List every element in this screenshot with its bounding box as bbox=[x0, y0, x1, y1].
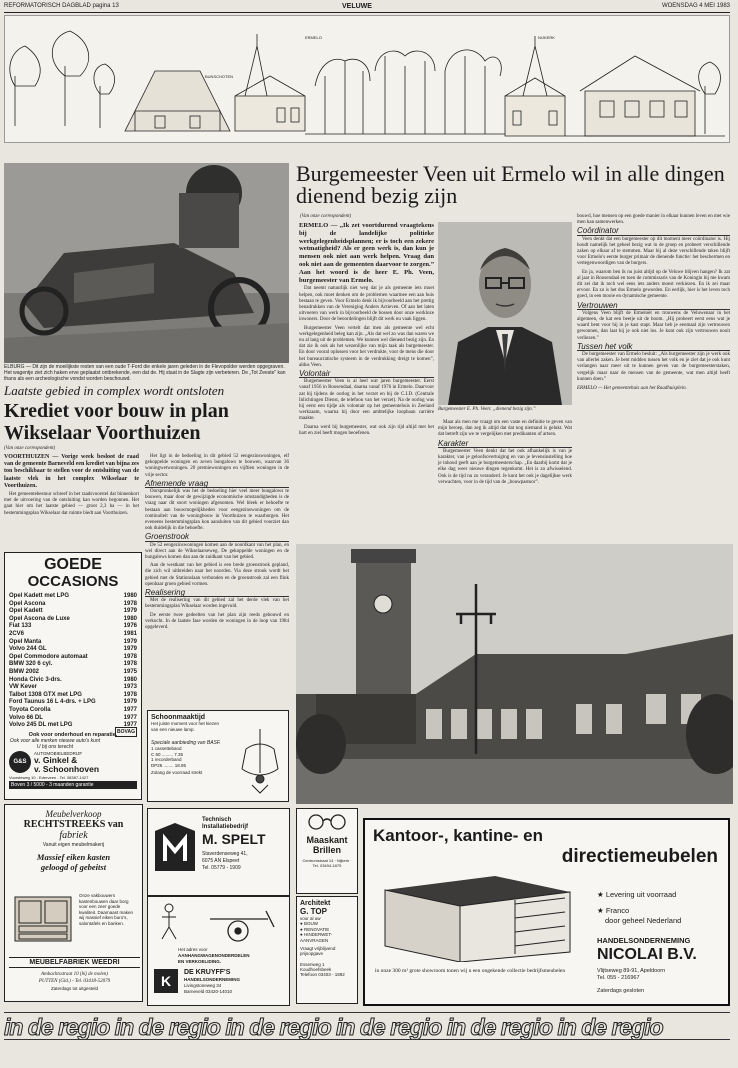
spelt-logo-icon bbox=[153, 821, 197, 873]
company-type: AUTOMOBIELBEDRIJF bbox=[34, 750, 83, 756]
footer-band bbox=[4, 1012, 730, 1040]
furniture-bullet-1 bbox=[597, 890, 676, 899]
occasion-year: 1979 bbox=[123, 646, 137, 653]
occasion-year: 1977 bbox=[123, 722, 137, 729]
meubel-hours: Zaterdags tot uitgesteld bbox=[50, 986, 99, 991]
occasion-year: 1977 bbox=[123, 706, 137, 713]
furniture-bullet-1-text: Levering uit voorraad bbox=[605, 890, 677, 899]
main-p4: Daarna werd hij burgemeester, wat ook zijn tijd altijd met het hart en ziel heeft mogen beoefenen. bbox=[299, 424, 434, 436]
left-col2-p2: Oorspronkelijk was het de bedoeling hier veel meer bungalows te bouwen, maar door de gewijzigde economische omstandigheden is de vraag naar dit soort woningen afgenomen. Wel bleek er behoefte te bestaan aan bouwmogelijkheden voor eengezinswoningen om de continuïteit van de woningbouw in Voorthuizen te waarborgen. Het eveneens bestemmingsplan kon aansluiten van dit gebied voorziet dan ook duidelijk in die behoefte. bbox=[145, 489, 289, 532]
company-address: Voorsteweg 10 - Ederveen - Tel. 08387-1427 bbox=[9, 774, 89, 780]
architekt-service: ● RENOVATIE bbox=[300, 926, 330, 932]
left-sub-afnemende: Afnemende vraag bbox=[145, 481, 289, 488]
main-lead: ERMELO — „Ik zet voortdurend vraagtekens bij de landelijke politieke werkgelegenheidsplannen; er is toch een zekere wetmatigheid? Als er geen werk is, dan kun je mensen ook niet aan werk helpen. Vraag dan ook niet aan de gemeenten daarvoor te zorgen.” Aan het woord is de heer E. Ph. Veen, burgemeester van Ermelo. bbox=[299, 222, 434, 284]
main-col4-p2: En ja, waarom ben ik nu juist altijd op de Veluwe blijven hangen? Ik zat al jaar in Roosendaal en toen de commissaris van de Koningin bij me kwam dit zei dat ik toch wel eens iets anders moest verkiezen. En ik zei maar ervoor. En zo is het dus Ermelo geworden. En eerlijk, hier is het leven toch goed, in een mooie en dynamische gemeente. bbox=[577, 269, 730, 300]
occasions-footer-1: Ook voor onderhoud en reparatie. bbox=[28, 731, 118, 738]
company-name-1: v. Ginkel & bbox=[34, 754, 78, 765]
schoonmaak-title: Schoonmaaktijd bbox=[151, 714, 206, 721]
occasion-name: BMW 2002 bbox=[9, 668, 40, 675]
occasion-year: 1977 bbox=[123, 714, 137, 721]
main-article-col1 bbox=[299, 222, 434, 439]
occasion-row bbox=[9, 707, 137, 715]
meubel-brand: MEUBELFABRIEK WEEDRI bbox=[9, 957, 140, 968]
occasion-name: Volvo 245 DL met LPG bbox=[9, 722, 73, 729]
meubel-city: PUTTEN (Gld.) - Tel. 03418-52079 bbox=[38, 979, 111, 984]
occasion-row bbox=[9, 616, 137, 624]
left-sub-groenstrook: Groenstrook bbox=[145, 534, 289, 541]
occasion-row bbox=[9, 593, 137, 601]
occasion-row bbox=[9, 677, 137, 685]
occasion-row bbox=[9, 623, 137, 631]
occasion-row bbox=[9, 631, 137, 639]
office-desk-icon bbox=[375, 870, 575, 962]
main-col4-p3: Volgens Veen blijft de Ermeloër en trouwens de Veluwenaar in het algemeen, de kat een beetje uit de boom. „Hij probeert eerst eens wat je waard bent voor hij in je kast stapt. Maar heb je eenmaal zijn vertrouwen gewonnen, dan laat hij je ook niet los. Je kunt ook zijn vertrouwen nooit verliezen.” bbox=[577, 310, 730, 341]
occasion-row bbox=[9, 669, 137, 677]
occasion-year: 1979 bbox=[123, 699, 137, 706]
main-sub-coordinator: Coördinator bbox=[577, 228, 730, 235]
occasion-name: Ford Taunus 16 L 4-drs. + LPG bbox=[9, 699, 96, 706]
occasion-row bbox=[9, 601, 137, 609]
village-sketch-banner bbox=[4, 15, 730, 143]
schoonmaak-footer: Zolang de voorraad strekt bbox=[151, 770, 203, 775]
left-byline: (Van onze correspondent) bbox=[4, 446, 56, 451]
left-headline: Krediet voor bouw in plan Wikselaar Voorthuizen bbox=[4, 400, 229, 444]
architekt-services bbox=[300, 921, 354, 943]
occasion-row bbox=[9, 661, 137, 669]
occasion-row bbox=[9, 715, 137, 723]
main-p2: Burgemeester Veen vertelt dat men als gemeente wel echt werkgelegenheid beleg kan zijn. „Als dat wel zo was dan waren we nu al lang uit de problemen. We kunnen wel dienend bezig zijn. En dat zie ik ook als het wezenlijke van mijn taak als burgemeester. En door vooral oplossen voor het verdrukte, voor de mens die door het bureaucratische systeem in de verdrukking dreigt te komen”, aldus Veen. bbox=[299, 325, 434, 368]
occasions-list bbox=[9, 593, 137, 730]
left-kicker: Laatste gebied in complex wordt ontsloten bbox=[4, 383, 225, 398]
main-article-col3 bbox=[438, 420, 572, 488]
meubel-text: Onze vakbouwers kastenbouwen daar borg voor een zeer goede kwaliteit. Daarnaast maken wij massief eiken buro's, salontafels en banken. bbox=[79, 893, 134, 926]
left-lead-place: VOORTHUIZEN bbox=[4, 454, 50, 460]
occasion-year: 1976 bbox=[123, 623, 137, 630]
occasion-name: Fiat 133 bbox=[9, 623, 32, 630]
left-col2-p3: De 52 eengezinswoningen komen aan de noordkant van het plan, en wel direct aan de Wikselaarseweg. De gekoppelde woningen en de bungalows komen dan aan de zuidkant van het gebied. bbox=[145, 542, 289, 561]
occasion-year: 1975 bbox=[123, 668, 137, 675]
town-hall-image bbox=[296, 544, 733, 804]
occasion-name: Opel Kadett bbox=[9, 608, 43, 615]
architekt-ad bbox=[296, 896, 358, 1004]
occasion-year: 1981 bbox=[123, 630, 137, 637]
occasion-row bbox=[9, 646, 137, 654]
company-name-2: v. Schoonhoven bbox=[34, 763, 100, 774]
meubel-title-3: fabriek bbox=[59, 830, 88, 841]
maaskant-name-1: Maaskant bbox=[306, 835, 348, 845]
furniture-showroom: in onze 300 m² grote showroom tonen wij u een ongekende collectie bedrijfsmeubelen bbox=[375, 968, 566, 974]
meubel-title-1: Meubelverkoop bbox=[45, 809, 102, 819]
main-sub-karakter: Karakter bbox=[438, 441, 572, 448]
occasion-row bbox=[9, 692, 137, 700]
occasion-year: 1973 bbox=[123, 684, 137, 691]
meubel-subtitle: Vanuit eigen meubelmakerij bbox=[42, 842, 105, 848]
furniture-bullet-2a-text: Franco bbox=[605, 906, 630, 915]
occasion-name: Opel Commodore automaat bbox=[9, 653, 88, 660]
kruyff-name: DE KRUYFF'S bbox=[184, 969, 231, 976]
spelt-address-1: Staverdenseweg 41, bbox=[202, 851, 248, 857]
star-icon: ★ bbox=[597, 906, 604, 915]
occasion-year: 1979 bbox=[123, 608, 137, 615]
occasions-title-2: OCCASIONS bbox=[27, 573, 119, 590]
spelt-ad bbox=[147, 808, 290, 896]
mayor-portrait-image bbox=[438, 222, 572, 405]
occasion-name: Opel Kadett met LPG bbox=[9, 593, 70, 599]
trailer-axle-icon bbox=[208, 901, 278, 945]
occasion-year: 1978 bbox=[123, 691, 137, 698]
main-col4-p4: De burgemeester van Ermelo besluit: „Als burgemeester zijn je werk ook van allerlei zaken. Je bent midden tussen het volk en je ziet dat je ook kunt verlangen naar meer uit te kunnen geven van de burgemeesterstaken, vergelijk maar naar de mensen van de gemeente, wat men altijd heeft kunnen doen.” bbox=[577, 352, 730, 382]
guarantee-banner: Boven 3 / 5000 - 3 maanden garantie bbox=[9, 781, 137, 789]
schoonmaak-item: 1 cassetteband bbox=[151, 746, 182, 751]
cabinet-icon bbox=[13, 893, 73, 945]
left-col2-p1: Het ligt in de bedoeling in dit gebied 52 eengezinswoningen, elf gekoppelde woningen en zeven bungalows te bouwen, waarvan 36 woningwetwoningen. 20 premiewoningen en vijftien woningen in de vrije sector. bbox=[145, 454, 289, 478]
left-col2-p6: De eerste twee gedeelten van het plan zijn reeds gebouwd en verkocht. In de laatste fase worden de woningen in de loop van 1984 opgeleverd. bbox=[145, 612, 289, 631]
kruyff-address: Livingstoneweg 34 bbox=[184, 983, 222, 988]
occasion-year: 1978 bbox=[123, 600, 137, 607]
t-ford-wreck-image bbox=[4, 163, 289, 363]
kruyff-subtitle: HANDELSONDERNEMING bbox=[184, 977, 241, 982]
furniture-hours: Zaterdags gesloten bbox=[597, 988, 645, 994]
maaskant-address: Centrumstraat 14 · Nijkerk · Tel. 03494-1875 bbox=[302, 858, 352, 868]
sign-ermelo: ERMELO bbox=[305, 35, 322, 40]
furniture-ad bbox=[363, 818, 730, 1006]
occasion-name: 2CV6 bbox=[9, 630, 25, 637]
kruyff-line-3: EN VERKOELIDING. bbox=[178, 959, 222, 964]
furniture-company-2: NICOLAI B.V. bbox=[597, 946, 697, 963]
meubel-promo-2: geloogd of gebeitst bbox=[40, 862, 107, 872]
schoonmaak-item: 1 recorderband bbox=[151, 757, 182, 762]
left-article-col2 bbox=[145, 454, 289, 633]
spelt-name: M. SPELT bbox=[202, 831, 266, 847]
occasion-name: VW Kever bbox=[9, 684, 38, 691]
meubel-address: Ambachtsstraat 10 (bij de molen) bbox=[41, 972, 108, 977]
furniture-title-1: Kantoor-, kantine- en bbox=[373, 826, 544, 845]
mayor-photo-caption: Burgemeester E. Ph. Veen: „dienend bezig zijn.” bbox=[438, 407, 536, 412]
newspaper-name: REFORMATORISCH DAGBLAD pagina 13 bbox=[4, 3, 119, 9]
occasion-name: Opel Manta bbox=[9, 638, 42, 645]
architekt-address: Essenweg 1 Koudhoefsbeek bbox=[300, 962, 332, 972]
kruyff-logo-icon: K bbox=[154, 969, 178, 993]
main-sub-volontair: Volontair bbox=[299, 371, 434, 378]
occasion-year: 1980 bbox=[123, 593, 137, 599]
occasion-name: Honda Civic 3-drs. bbox=[9, 676, 62, 683]
left-lead-text: — Vorige week besloot de raad van de gemeente Barneveld een krediet van bijna zes ton beschikbaar te stellen voor de ontsluiting van de laatste vlek in het complex Wikselaar te Voorthuizen. bbox=[4, 454, 139, 489]
t-ford-caption: ELBURG — Dit zijn de moeilijkste resten van een oude T-Ford die enkele jaren geleden in de Flevopolder werden opgegraven. Het wagentje ziet zich haken erve geplaatst ontbrekende, een dat de. Hij staat in de Slagte zijn verbeteren. De „Tot Zeeste” kan thans als een archeologische vondst worden beschouwd. bbox=[4, 364, 286, 382]
maaskant-ad bbox=[296, 808, 358, 894]
furniture-phone: Tel. 055 - 216967 bbox=[597, 975, 640, 981]
left-col2-p4: Aan de westkant van het gebied is een brede groenstrook gepland, die zich wil uitbreiden naar het noorden. Via deze strook wordt het gebied met de Stationslaan verbonden en de groenstrook zal een flink openbaar groen gebied vormen. bbox=[145, 563, 289, 587]
occasion-year: 1980 bbox=[123, 676, 137, 683]
meubel-title-2: RECHTSTREEKS van bbox=[23, 819, 124, 830]
occasion-row bbox=[9, 608, 137, 616]
occasion-year: 1978 bbox=[123, 653, 137, 660]
occasion-row bbox=[9, 654, 137, 662]
main-sub-vertrouwen: Vertrouwen bbox=[577, 303, 730, 310]
spelt-tag-1: Technisch bbox=[202, 817, 232, 823]
left-para2: Het gemeentebestuur schreef in het raadsvoorstel dat binnenkort met de uitvoering van de ontsluiting kan worden begonnen. Het gaat hier om het laatste gebied — groot 2,3 ha — in het bestemmingsplan Wikselaar dat ruimte biedt aan Voorthuizen. bbox=[4, 492, 139, 516]
occasion-row bbox=[9, 684, 137, 692]
occasion-row bbox=[9, 639, 137, 647]
occasion-name: Opel Ascona de Luxe bbox=[9, 615, 70, 622]
main-sub-tussen-het-volk: Tussen het volk bbox=[577, 344, 730, 351]
architekt-sub: voor al uw bbox=[300, 916, 321, 921]
spelt-tag-2: Installatiebedrijf bbox=[202, 824, 249, 830]
issue-date: WOENSDAG 4 MEI 1983 bbox=[661, 3, 730, 9]
maaskant-name-2: Brillen bbox=[312, 845, 341, 855]
architekt-note: Vraagt vrijblijvend prijsopgave bbox=[300, 946, 336, 956]
left-article-col1 bbox=[4, 454, 139, 519]
meubel-ad bbox=[4, 804, 143, 1002]
furniture-bullet-2b: door geheel Nederland bbox=[605, 916, 682, 925]
architekt-service: ● BOUW bbox=[300, 921, 318, 926]
town-hall-photo bbox=[296, 544, 733, 804]
schoonmaak-sub: Speciale aanbieding van BASF. bbox=[151, 740, 221, 746]
kruyff-ad bbox=[147, 896, 290, 1006]
occasion-name: Volvo 244 GL bbox=[9, 646, 47, 653]
occasions-title-1: GOEDE bbox=[44, 556, 102, 573]
schoonmaak-text: Het juiste moment voor het kiezen van een nieuwe lamp. bbox=[151, 721, 220, 732]
furniture-bullet-2 bbox=[597, 906, 629, 915]
header-rule bbox=[4, 12, 730, 13]
occasion-year: 1980 bbox=[123, 615, 137, 622]
left-col2-p5: Met de realisering van dit gebied zal het derde vlek van het bestemmingsplan Wikselaar worden ingevuld. bbox=[145, 598, 289, 610]
main-headline: Burgemeester Veen uit Ermelo wil in alle dingen dienend bezig zijn bbox=[296, 161, 725, 208]
kruyff-city: Barneveld 03420-14010 bbox=[184, 989, 233, 994]
occasions-ad bbox=[4, 552, 142, 800]
kruyff-line-2: AANHANGWAGENONDERDELEN bbox=[178, 953, 250, 958]
main-article-col4 bbox=[577, 214, 730, 394]
mayor-portrait-photo bbox=[438, 222, 572, 405]
schoonmaak-item: C 60 ......... 7.35 bbox=[151, 751, 184, 757]
occasion-name: Toyota Corolla bbox=[9, 706, 51, 713]
occasion-name: Volvo 66 DL bbox=[9, 714, 43, 721]
main-col4-p0: bouwd, hoe mensen op een goede manier in elkaar kunnen leven en met wie men kan samenwerken. bbox=[577, 214, 730, 226]
sign-nijkerk: NIJKERK bbox=[538, 35, 555, 40]
schoonmaak-items bbox=[151, 746, 226, 768]
occasion-year: 1979 bbox=[123, 638, 137, 645]
mechanic-figure-icon bbox=[154, 903, 184, 941]
kruyff-line-1: Het adres voor bbox=[178, 947, 208, 952]
occasion-name: Talbot 1308 GTX met LPG bbox=[9, 691, 82, 698]
architekt-phone: Telefoon 03403 - 1892 bbox=[300, 972, 345, 977]
hanging-lamp-icon bbox=[238, 729, 282, 795]
furniture-title-2: directiemeubelen bbox=[561, 846, 718, 867]
main-col3-p2: Burgemeester Veen denkt dat het ook afhankelijk is van je karakter, van je geloofsovertuiging en van je levensinstelling hoe je inhoud geeft aan je burgemeesterschap. „En daarbij komt dat je elke dag weer nieuwe dingen tegenkomt. Het is zo afwisselend. Ook is de tijd nu zo veranderd. Je kunt het ook je dagelijkse werk verwachten, voor in de tijd van de „bouwpastoor”. bbox=[438, 448, 572, 485]
occasion-name: BMW 320 6 cyl. bbox=[9, 661, 53, 668]
main-col4-p1: Veen denkt dat een burgemeester op dit moment meer coördinator is. Hij houdt namelijk het geheel bezig wat in de groep en probeert verschillende zaken op elkaar af te stemmen. Maar hij al deze verschillende taken blijft voor Ermelo's eerste burger primair de dienende functie: het beschermen en vertegenwoordigen van de burgers. bbox=[577, 236, 730, 267]
left-sub-realisering: Realisering bbox=[145, 590, 289, 597]
meubel-promo-1: Massief eiken kasten bbox=[36, 852, 111, 862]
schoonmaak-ad bbox=[147, 710, 289, 802]
main-p3: Burgemeester Veen is al heel wat jaren burgemeester. Eerst vanaf 1956 in Roosendaal, daarna vanaf 1976 in Ermelo. Daarvoor zat hij tijdens de oorlog in het verzet en bij de C.I.D. (Centrale Inlichtingen Dienst, de telefoon van het verzet). Na de oorlog was hij eerst een tijdje als volontair op het gemeentehuis in Zeeland werkzaam, waarna hij door een ambtelijke loopbaan carrière maakte. bbox=[299, 379, 434, 422]
occasion-name: Opel Ascona bbox=[9, 600, 46, 607]
occasions-footer-2: Ook voor alle merken nieuwe auto's kunt U bij ons terecht bbox=[9, 737, 101, 750]
furniture-company-1: HANDELSONDERNEMING bbox=[597, 936, 691, 945]
sign-bunschoten: BUNSCHOTEN bbox=[205, 74, 234, 79]
glasses-icon bbox=[302, 812, 352, 830]
footer-band-text: in de regio in de regio in de regio in de regio in de regio in de regio bbox=[4, 1014, 663, 1040]
section-title: VELUWE bbox=[342, 3, 372, 10]
occasion-row bbox=[9, 699, 137, 707]
main-p1: Dat neemt natuurlijk niet weg dat je als gemeente iets moet helpen, ook moet denken om de problemen waarmee een aan huis bestaan te geven. Voor Ermelo denk ik bijvoorbeeld aan het prettig benadrukken van de Vereniging Anders Actieven. Of aan het laten uitvoeren van werk in bijvoorbeeld de bossen door onze werkloze inwoners. Door de beoordelingen blijft dit werk nu vaak liggen. bbox=[299, 286, 434, 323]
architekt-title: Architekt bbox=[300, 900, 331, 907]
village-sketch-drawing bbox=[5, 16, 730, 143]
occasion-year: 1978 bbox=[123, 661, 137, 668]
main-byline: (Van onze correspondent) bbox=[300, 214, 352, 219]
gs-logo: G&S bbox=[9, 751, 31, 773]
bovag-logo: BOVAG bbox=[117, 729, 135, 735]
star-icon: ★ bbox=[597, 890, 604, 899]
t-ford-photo bbox=[4, 163, 289, 363]
main-col3-p1: Maar als men me vraagt om een vaste en definitie te geven van mijn beroep, dan zeg ik altijd dat dat nog niemand is gelukt. Wat dat betreft zijn we te vergelijken met predikanten of artsen. bbox=[438, 420, 572, 438]
spelt-phone: Tel. 05779 - 1909 bbox=[202, 865, 241, 871]
spelt-address-2: 6075 AN Elspeet bbox=[202, 858, 240, 864]
town-hall-caption: ERMELO — Het gemeentehuis aan het Raadhuisplein. bbox=[577, 386, 687, 392]
architekt-name: G. TOP bbox=[300, 907, 327, 916]
schoonmaak-item: DP26 ........ 18.95 bbox=[151, 762, 187, 768]
furniture-address: Vlijtseweg 89-91, Apeldoorn bbox=[597, 968, 666, 974]
architekt-service: ● HINDERWET-AANVRAGEN bbox=[300, 932, 333, 943]
